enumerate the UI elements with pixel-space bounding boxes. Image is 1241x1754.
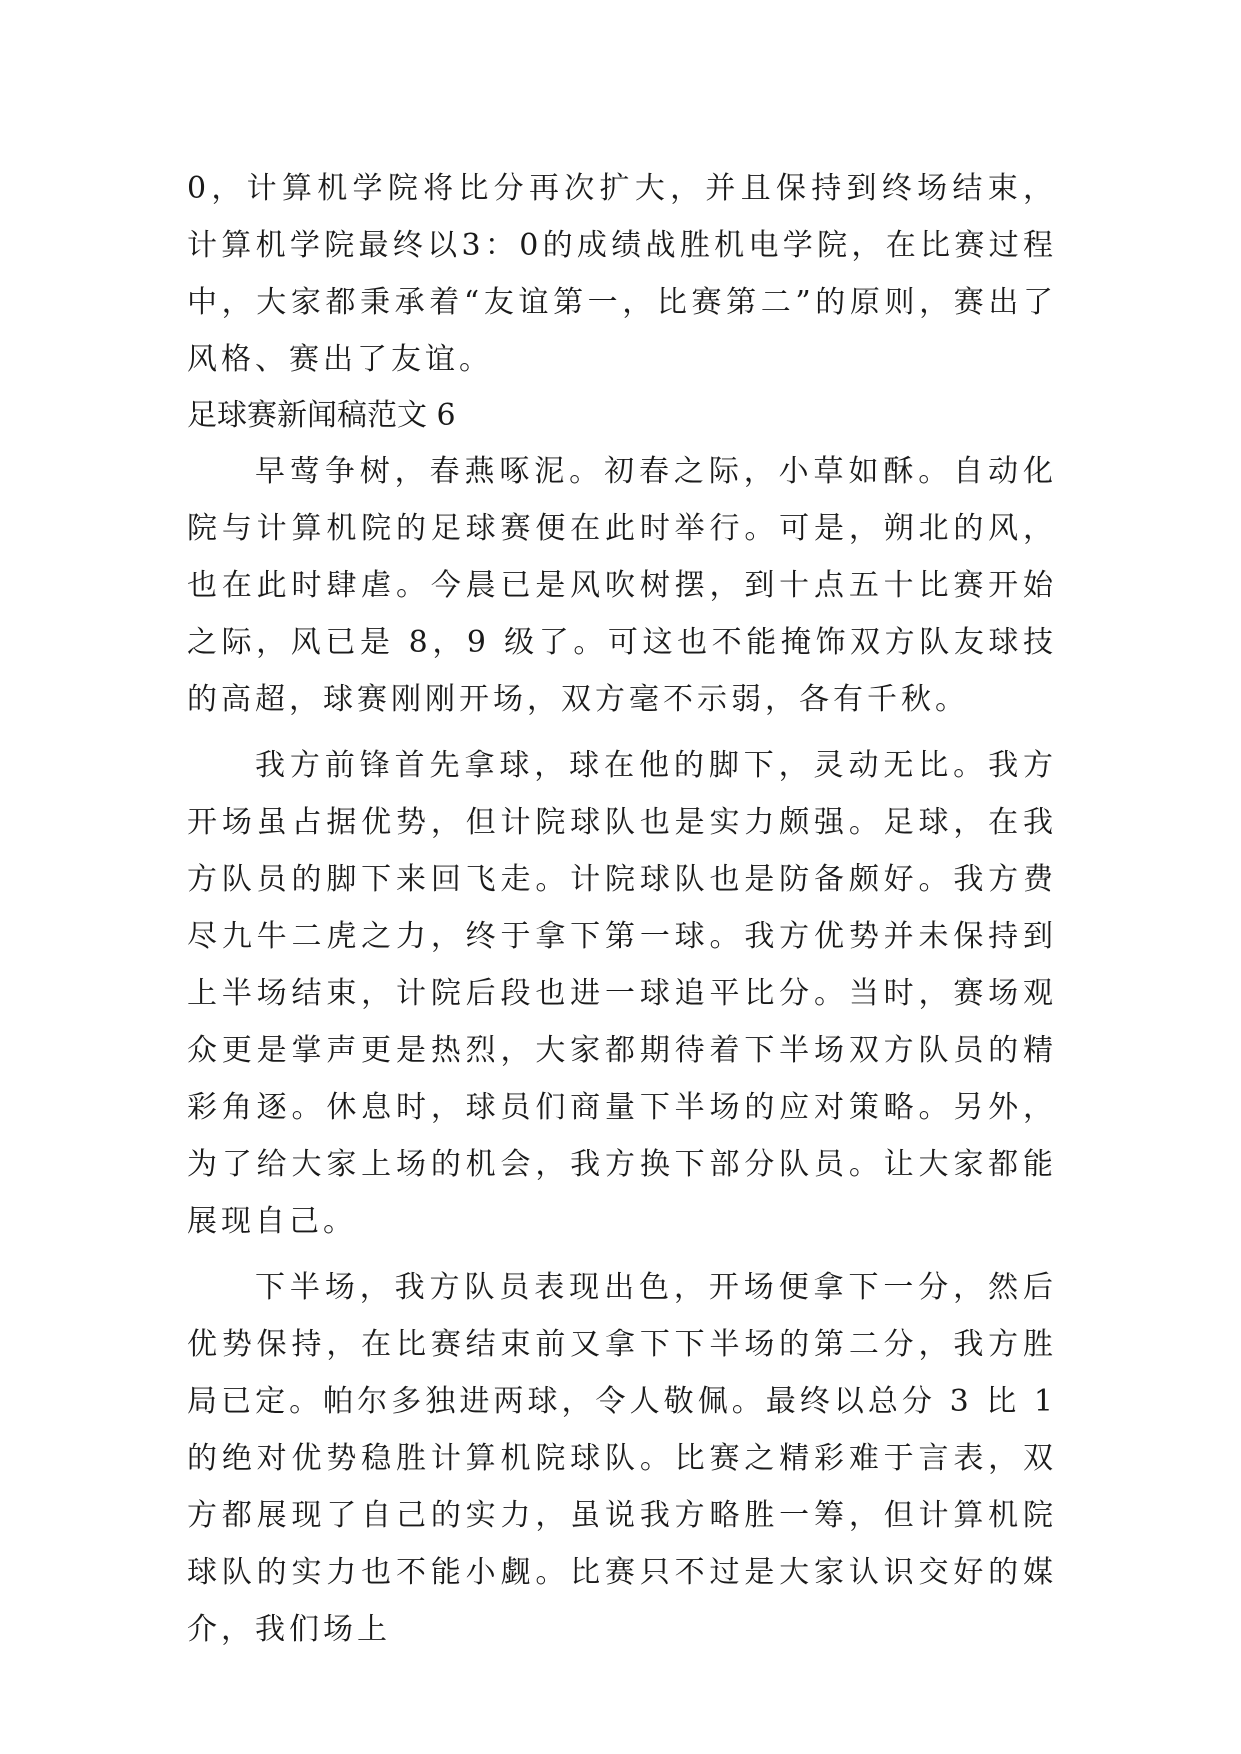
section-paragraph-3: 下半场，我方队员表现出色，开场便拿下一分，然后优势保持，在比赛结束前又拿下下半场的第二分，我方胜局已定。帕尔多独进两球，令人敬佩。最终以总分 3 比 1 的绝对优势稳胜计算机院球队。比赛之精彩难于言表，双方都展现了自己的实力，虽说我方略胜一筹，但计算机院球队的实力也不能小觑。比赛只不过是大家认识交好的媒介，我们场上 <box>187 1270 1057 1647</box>
continuation-paragraph: 0，计算机学院将比分再次扩大，并且保持到终场结束，计算机学院最终以3：0的成绩战胜机电学院，在比赛过程中，大家都秉承着“友谊第一，比赛第二”的原则，赛出了风格、赛出了友谊。 <box>187 171 1057 377</box>
document-body <box>187 160 1057 1658</box>
section-paragraph-1: 早莺争树，春燕啄泥。初春之际，小草如酥。自动化院与计算机院的足球赛便在此时举行。可是，朔北的风，也在此时肆虐。今晨已是风吹树摆，到十点五十比赛开始之际，风已是 8，9 级了。可这也不能掩饰双方队友球技的高超，球赛刚刚开场，双方毫不示弱，各有千秋。 <box>187 454 1057 717</box>
section-title: 足球赛新闻稿范文 6 <box>187 398 456 433</box>
section-paragraph-2: 我方前锋首先拿球，球在他的脚下，灵动无比。我方开场虽占据优势，但计院球队也是实力颇强。足球，在我方队员的脚下来回飞走。计院球队也是防备颇好。我方费尽九牛二虎之力，终于拿下第一球。我方优势并未保持到上半场结束，计院后段也进一球追平比分。当时，赛场观众更是掌声更是热烈，大家都期待着下半场双方队员的精彩角逐。休息时，球员们商量下半场的应对策略。另外，为了给大家上场的机会，我方换下部分队员。让大家都能展现自己。 <box>187 748 1057 1239</box>
